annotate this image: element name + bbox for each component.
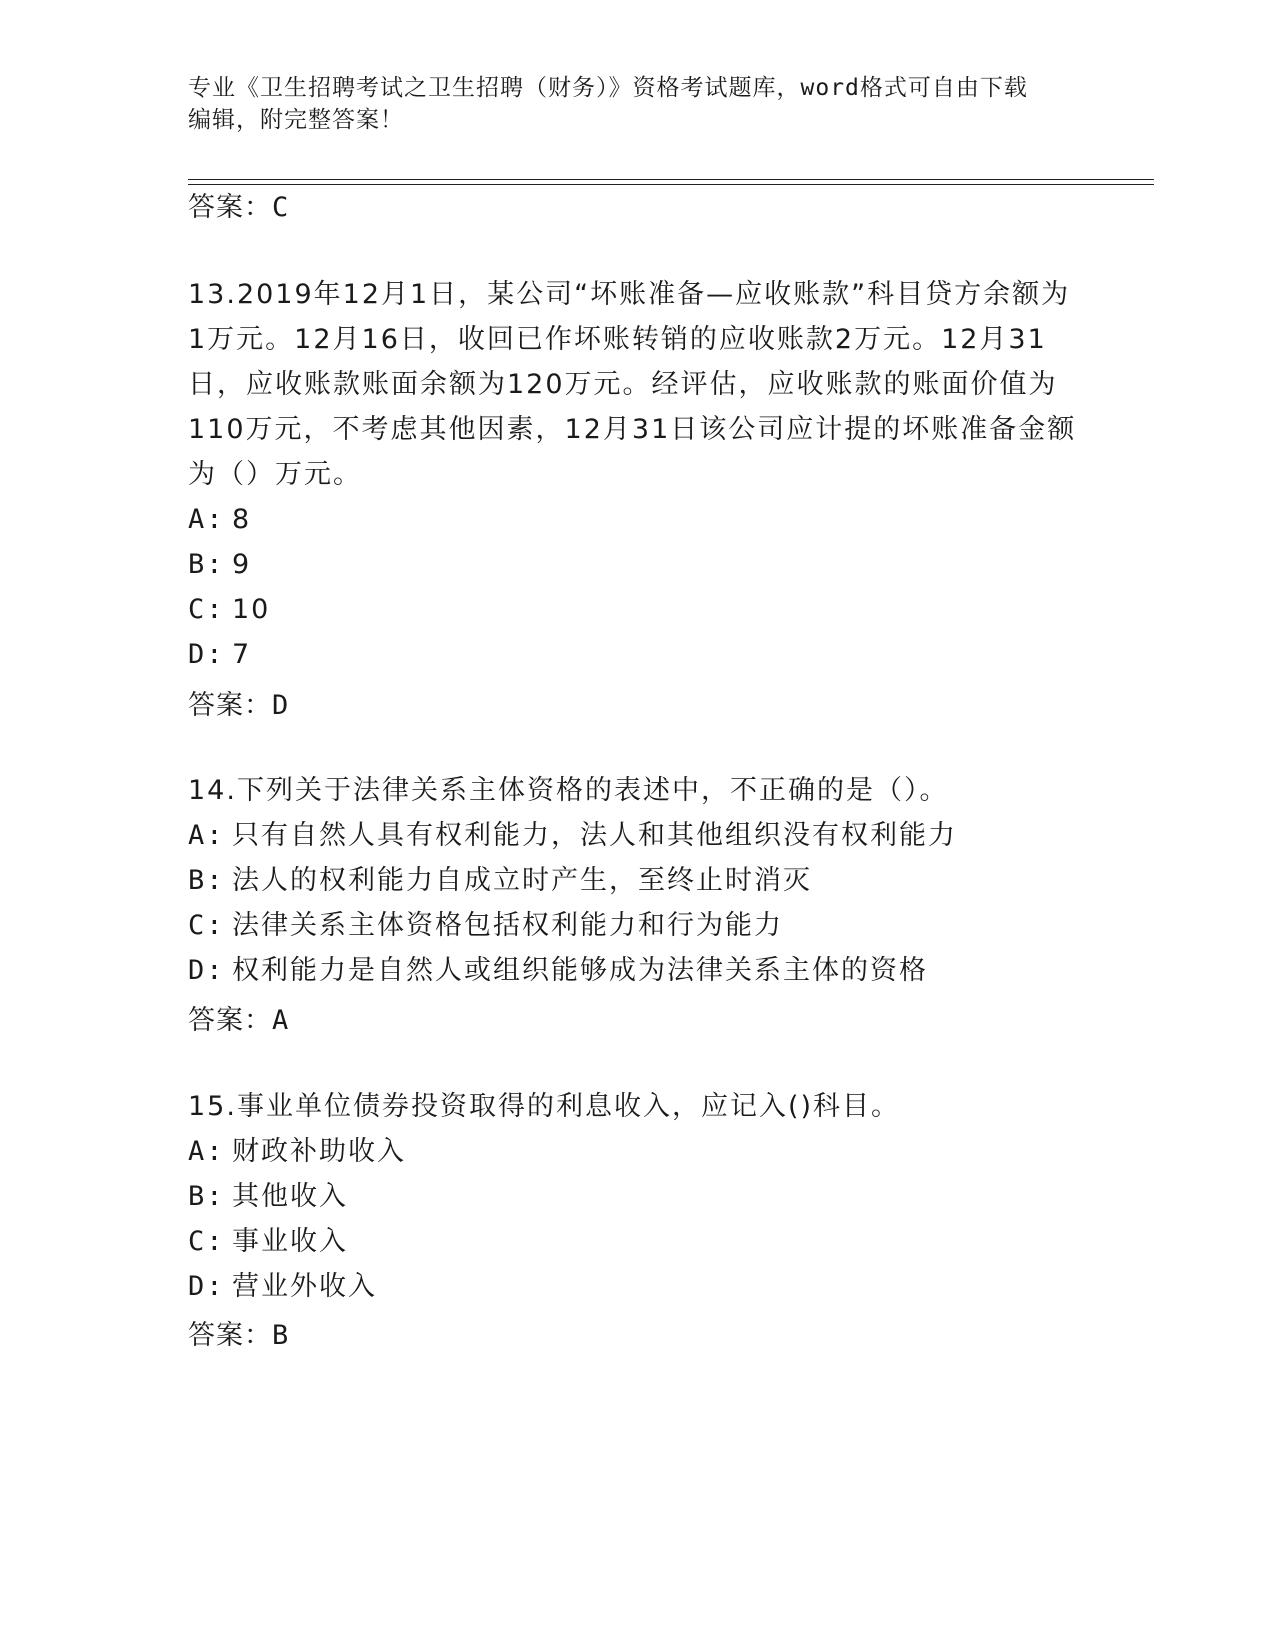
option-key: C: (188, 910, 225, 941)
option-b (188, 542, 1088, 587)
option-key: A: (188, 1136, 225, 1167)
question-13-answer (188, 688, 289, 724)
answer-label: 答案： (188, 1005, 272, 1036)
answer-value: D (272, 690, 290, 721)
answer-value: A (272, 1005, 290, 1036)
answer-value: C (272, 192, 290, 223)
question-stem: 14.下列关于法律关系主体资格的表述中，不正确的是（）。 (188, 775, 949, 806)
question-13 (188, 272, 1088, 677)
option-text: 8 (232, 504, 252, 535)
option-a (188, 1129, 1088, 1174)
answer-label: 答案： (188, 1320, 272, 1351)
question-15 (188, 1084, 1088, 1309)
question-15-answer (188, 1318, 289, 1354)
option-key: A: (188, 820, 225, 851)
answer-label: 答案： (188, 192, 272, 223)
option-key: D: (188, 955, 225, 986)
option-text: 事业收入 (232, 1226, 348, 1257)
option-text: 9 (232, 549, 252, 580)
option-b (188, 858, 1088, 903)
option-text: 其他收入 (232, 1181, 348, 1212)
question-14-answer (188, 1003, 289, 1039)
option-a (188, 497, 1088, 542)
answer-value: B (272, 1320, 290, 1351)
option-c (188, 587, 1088, 632)
option-text: 财政补助收入 (232, 1136, 406, 1167)
option-key: A: (188, 504, 225, 535)
option-key: C: (188, 594, 225, 625)
header-line-1: 专业《卫生招聘考试之卫生招聘（财务）》资格考试题库，word格式可自由下载 (188, 75, 1028, 101)
option-text: 只有自然人具有权利能力，法人和其他组织没有权利能力 (232, 820, 957, 851)
option-d (188, 632, 1088, 677)
header-line-2: 编辑，附完整答案！ (188, 107, 404, 133)
option-text: 法律关系主体资格包括权利能力和行为能力 (232, 910, 783, 941)
answer-label: 答案： (188, 690, 272, 721)
option-d (188, 948, 1088, 993)
option-d (188, 1264, 1088, 1309)
option-c (188, 1219, 1088, 1264)
option-key: C: (188, 1226, 225, 1257)
option-c (188, 903, 1088, 948)
option-key: B: (188, 549, 225, 580)
option-text: 10 (232, 594, 271, 625)
option-text: 权利能力是自然人或组织能够成为法律关系主体的资格 (232, 955, 928, 986)
option-a (188, 813, 1088, 858)
option-key: D: (188, 639, 225, 670)
question-14 (188, 768, 1088, 993)
previous-answer (188, 190, 289, 226)
option-key: D: (188, 1271, 225, 1302)
option-key: B: (188, 865, 225, 896)
header-rule-bottom (188, 184, 1154, 185)
option-key: B: (188, 1181, 225, 1212)
option-text: 营业外收入 (232, 1271, 377, 1302)
option-text: 7 (232, 639, 252, 670)
document-header (188, 72, 1078, 136)
option-text: 法人的权利能力自成立时产生，至终止时消灭 (232, 865, 812, 896)
question-stem: 13.2019年12月1日，某公司“坏账准备—应收账款”科目贷方余额为1万元。12月16日，收回已作坏账转销的应收账款2万元。12月31日，应收账款账面余额为120万元。经评估，应收账款的账面价值为110万元，不考虑其他因素，12月31日该公司应计提的坏账准备金额为（）万元。 (188, 279, 1077, 490)
header-rule-top (188, 179, 1154, 180)
option-b (188, 1174, 1088, 1219)
question-stem: 15.事业单位债券投资取得的利息收入，应记入()科目。 (188, 1091, 901, 1122)
